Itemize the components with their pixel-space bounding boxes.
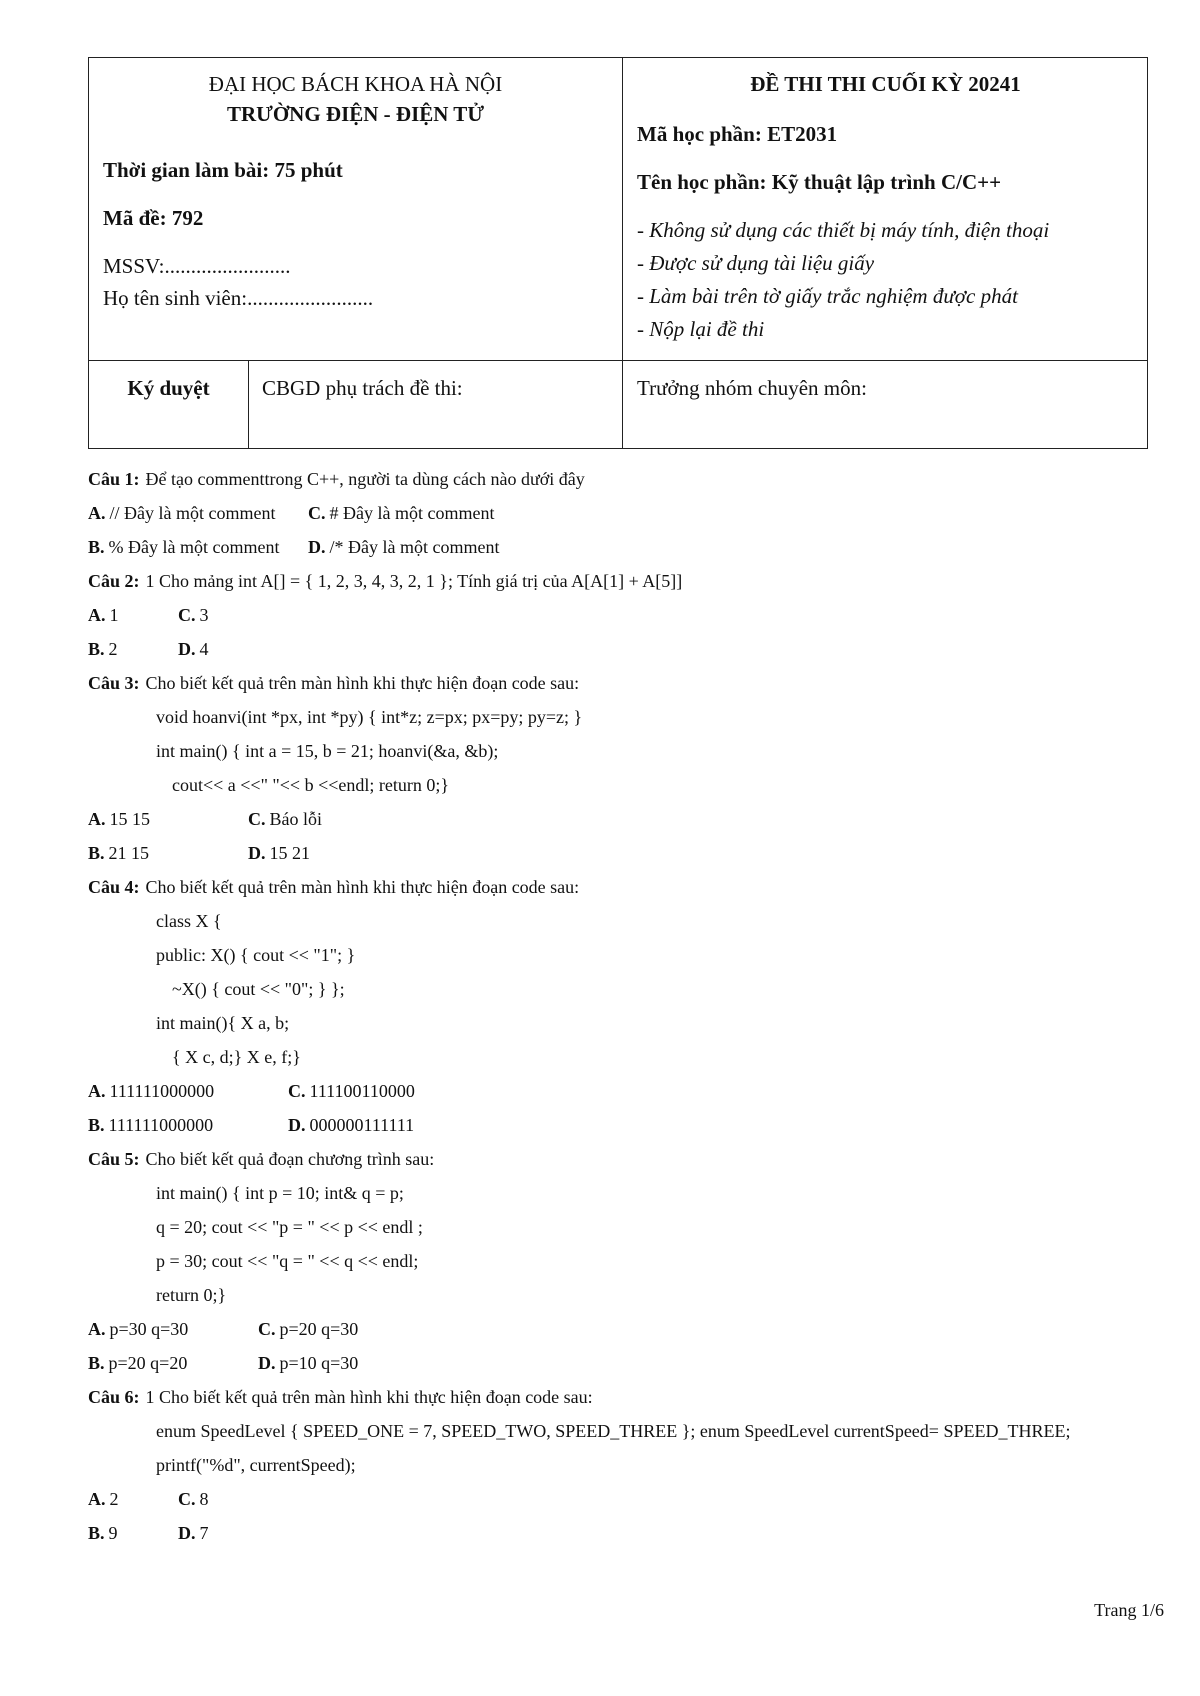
exam-duration: Thời gian làm bài: 75 phút bbox=[103, 158, 343, 182]
option-letter: C. bbox=[288, 1081, 306, 1101]
approval-divider bbox=[248, 360, 249, 448]
option-letter: D. bbox=[258, 1353, 276, 1373]
question-text: Cho biết kết quả trên màn hình khi thực hiện đoạn code sau: bbox=[145, 877, 580, 897]
code-line: p = 30; cout << "q = " << q << endl; bbox=[156, 1251, 419, 1271]
question-stem bbox=[88, 1380, 1168, 1414]
answer-row bbox=[88, 1108, 1168, 1142]
question-label: Câu 4: bbox=[88, 877, 140, 897]
course-name: Tên học phần: Kỹ thuật lập trình C/C++ bbox=[637, 170, 1002, 194]
option-text: p=20 q=20 bbox=[108, 1353, 188, 1373]
question-stem bbox=[88, 564, 1168, 598]
option-text: Báo lỗi bbox=[269, 809, 322, 829]
code-line: public: X() { cout << "1"; } bbox=[156, 945, 356, 965]
option-text: 000000111111 bbox=[309, 1115, 415, 1135]
question-text: Cho biết kết quả đoạn chương trình sau: bbox=[145, 1149, 435, 1169]
code-line: int main(){ X a, b; bbox=[156, 1013, 290, 1033]
option-letter: D. bbox=[288, 1115, 306, 1135]
option-text: 8 bbox=[199, 1489, 209, 1509]
answer-row bbox=[88, 1516, 1168, 1550]
question-stem bbox=[88, 462, 1168, 496]
option-letter: A. bbox=[88, 1081, 106, 1101]
answer-option bbox=[88, 530, 308, 564]
option-text: /* Đây là một comment bbox=[329, 537, 500, 557]
question-block bbox=[88, 870, 1168, 1142]
exam-rule: - Được sử dụng tài liệu giấy bbox=[637, 251, 875, 275]
option-text: 21 15 bbox=[108, 843, 150, 863]
code-line: { X c, d;} X e, f;} bbox=[172, 1047, 301, 1067]
option-text: 3 bbox=[199, 605, 209, 625]
option-text: p=20 q=30 bbox=[279, 1319, 359, 1339]
option-letter: A. bbox=[88, 1319, 106, 1339]
answer-option bbox=[178, 1482, 268, 1516]
option-text: 2 bbox=[108, 639, 118, 659]
question-text: Để tạo commenttrong C++, người ta dùng cách nào dưới đây bbox=[145, 469, 585, 489]
exam-header-table bbox=[88, 57, 1148, 449]
code-line: ~X() { cout << "0"; } }; bbox=[172, 979, 345, 999]
question-list bbox=[88, 462, 1168, 1550]
university-name: ĐẠI HỌC BÁCH KHOA HÀ NỘI bbox=[208, 72, 503, 96]
answer-option bbox=[88, 836, 248, 870]
question-label: Câu 1: bbox=[88, 469, 140, 489]
option-letter: C. bbox=[178, 605, 196, 625]
option-letter: A. bbox=[88, 503, 106, 523]
option-letter: B. bbox=[88, 1353, 105, 1373]
answer-option bbox=[88, 1346, 258, 1380]
question-text: 1 Cho mảng int A[] = { 1, 2, 3, 4, 3, 2, 1 }; Tính giá trị của A[A[1] + A[5]] bbox=[145, 571, 683, 591]
question-stem bbox=[88, 1142, 1168, 1176]
answer-option bbox=[88, 1074, 288, 1108]
answer-option bbox=[88, 632, 178, 666]
option-letter: A. bbox=[88, 1489, 106, 1509]
option-text: 111111000000 bbox=[108, 1115, 214, 1135]
code-line: printf("%d", currentSpeed); bbox=[156, 1455, 356, 1475]
exam-rule: - Làm bài trên tờ giấy trắc nghiệm được phát bbox=[637, 284, 1018, 308]
option-letter: B. bbox=[88, 537, 105, 557]
code-line: return 0;} bbox=[156, 1285, 227, 1305]
option-letter: D. bbox=[178, 639, 196, 659]
lecturer-label: CBGD phụ trách đề thi: bbox=[262, 376, 463, 400]
option-text: p=10 q=30 bbox=[279, 1353, 359, 1373]
approval-label: Ký duyệt bbox=[127, 376, 210, 400]
question-label: Câu 3: bbox=[88, 673, 140, 693]
question-block bbox=[88, 1380, 1168, 1550]
question-label: Câu 5: bbox=[88, 1149, 140, 1169]
option-text: 4 bbox=[199, 639, 209, 659]
answer-row bbox=[88, 1074, 1168, 1108]
option-letter: C. bbox=[248, 809, 266, 829]
answer-option bbox=[178, 1516, 268, 1550]
option-letter: D. bbox=[178, 1523, 196, 1543]
option-letter: C. bbox=[308, 503, 326, 523]
question-label: Câu 2: bbox=[88, 571, 140, 591]
answer-option bbox=[308, 530, 508, 564]
option-text: % Đây là một comment bbox=[108, 537, 280, 557]
answer-option bbox=[288, 1074, 488, 1108]
option-letter: A. bbox=[88, 605, 106, 625]
question-text: Cho biết kết quả trên màn hình khi thực hiện đoạn code sau: bbox=[145, 673, 580, 693]
answer-row bbox=[88, 836, 1168, 870]
option-text: 111111000000 bbox=[109, 1081, 215, 1101]
answer-row bbox=[88, 632, 1168, 666]
answer-option bbox=[88, 802, 248, 836]
exam-code: Mã đề: 792 bbox=[103, 206, 204, 230]
question-label: Câu 6: bbox=[88, 1387, 140, 1407]
answer-row bbox=[88, 598, 1168, 632]
answer-option bbox=[88, 1482, 178, 1516]
code-line: cout<< a <<" "<< b <<endl; return 0;} bbox=[172, 775, 449, 795]
option-letter: B. bbox=[88, 639, 105, 659]
answer-option bbox=[308, 496, 508, 530]
code-line: q = 20; cout << "p = " << p << endl ; bbox=[156, 1217, 423, 1237]
answer-option bbox=[258, 1346, 428, 1380]
answer-row bbox=[88, 530, 1168, 564]
option-letter: B. bbox=[88, 1115, 105, 1135]
code-line: class X { bbox=[156, 911, 222, 931]
exam-rule: - Nộp lại đề thi bbox=[637, 317, 765, 341]
answer-row bbox=[88, 802, 1168, 836]
option-letter: A. bbox=[88, 809, 106, 829]
code-line: int main() { int p = 10; int& q = p; bbox=[156, 1183, 404, 1203]
code-line: int main() { int a = 15, b = 21; hoanvi(&a, &b); bbox=[156, 741, 499, 761]
option-text: # Đây là một comment bbox=[329, 503, 495, 523]
option-letter: C. bbox=[178, 1489, 196, 1509]
answer-option bbox=[88, 1312, 258, 1346]
option-text: 15 15 bbox=[109, 809, 150, 829]
code-line: enum SpeedLevel { SPEED_ONE = 7, SPEED_TWO, SPEED_THREE }; enum SpeedLevel currentSpeed= SPEED_THREE; bbox=[156, 1421, 1071, 1441]
course-code: Mã học phần: ET2031 bbox=[637, 122, 838, 146]
answer-row bbox=[88, 1346, 1168, 1380]
group-lead-label: Trưởng nhóm chuyên môn: bbox=[637, 376, 867, 400]
answer-option bbox=[88, 496, 308, 530]
answer-option bbox=[258, 1312, 428, 1346]
answer-option bbox=[248, 836, 408, 870]
answer-row bbox=[88, 1312, 1168, 1346]
code-line: void hoanvi(int *px, int *py) { int*z; z=px; px=py; py=z; } bbox=[156, 707, 583, 727]
exam-rule: - Không sử dụng các thiết bị máy tính, điện thoại bbox=[637, 218, 1050, 242]
option-letter: D. bbox=[248, 843, 266, 863]
answer-option bbox=[178, 632, 268, 666]
option-letter: B. bbox=[88, 1523, 105, 1543]
answer-option bbox=[88, 1516, 178, 1550]
option-letter: D. bbox=[308, 537, 326, 557]
option-text: p=30 q=30 bbox=[109, 1319, 189, 1339]
student-name-field: Họ tên sinh viên:........................ bbox=[103, 286, 374, 310]
option-text: 2 bbox=[109, 1489, 119, 1509]
answer-option bbox=[288, 1108, 488, 1142]
option-letter: B. bbox=[88, 843, 105, 863]
answer-option bbox=[178, 598, 268, 632]
answer-row bbox=[88, 1482, 1168, 1516]
option-text: 7 bbox=[199, 1523, 209, 1543]
option-text: 9 bbox=[108, 1523, 118, 1543]
question-stem bbox=[88, 870, 1168, 904]
question-block bbox=[88, 1142, 1168, 1380]
answer-option bbox=[248, 802, 408, 836]
student-id-field: MSSV:........................ bbox=[103, 254, 291, 278]
school-name: TRƯỜNG ĐIỆN - ĐIỆN TỬ bbox=[226, 102, 485, 126]
option-text: 111100110000 bbox=[309, 1081, 415, 1101]
option-text: // Đây là một comment bbox=[109, 503, 276, 523]
option-text: 1 bbox=[109, 605, 119, 625]
question-block bbox=[88, 564, 1168, 666]
question-stem bbox=[88, 666, 1168, 700]
option-letter: C. bbox=[258, 1319, 276, 1339]
answer-row bbox=[88, 496, 1168, 530]
question-block bbox=[88, 666, 1168, 870]
question-text: 1 Cho biết kết quả trên màn hình khi thực hiện đoạn code sau: bbox=[145, 1387, 593, 1407]
option-text: 15 21 bbox=[269, 843, 310, 863]
answer-option bbox=[88, 1108, 288, 1142]
question-block bbox=[88, 462, 1168, 564]
answer-option bbox=[88, 598, 178, 632]
page-number: Trang 1/6 bbox=[1094, 1600, 1164, 1620]
exam-title: ĐỀ THI THI CUỐI KỲ 20241 bbox=[750, 72, 1021, 96]
header-divider-vertical bbox=[622, 58, 623, 448]
